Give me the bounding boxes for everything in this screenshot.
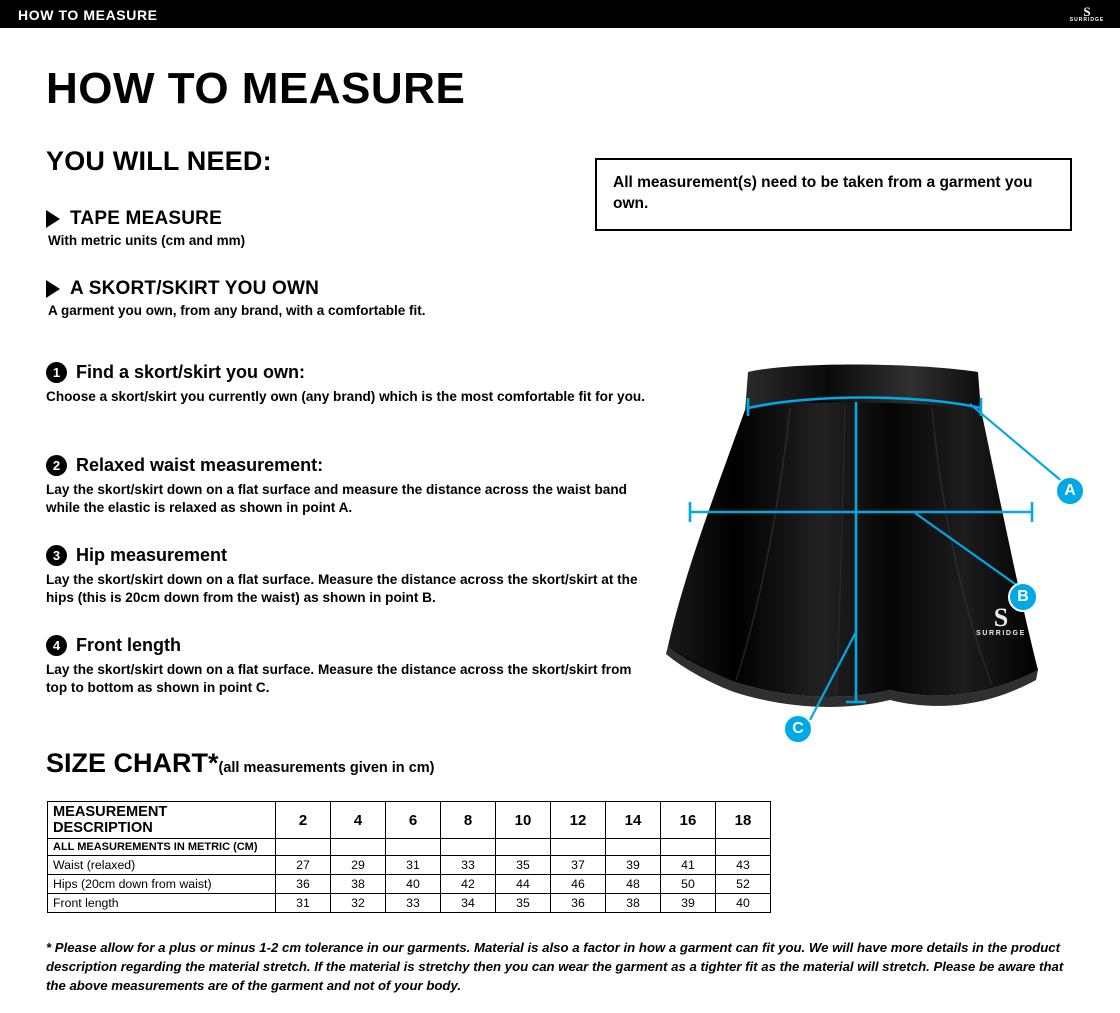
step-title: Front length — [76, 635, 181, 655]
size-chart-star: * — [208, 748, 219, 778]
step-number-badge: 1 — [46, 362, 67, 383]
marker-b: B — [1008, 582, 1038, 612]
col-size-12: 12 — [551, 802, 606, 839]
metric-blank — [661, 839, 716, 856]
cell-value: 38 — [331, 875, 386, 894]
step-body: Lay the skort/skirt down on a flat surface. Measure the distance across the skort/skirt from top to bottom as shown in point C. — [46, 662, 632, 696]
row-label: Waist (relaxed) — [48, 856, 276, 875]
cell-value: 46 — [551, 875, 606, 894]
step-title: Relaxed waist measurement: — [76, 455, 324, 475]
cell-value: 33 — [386, 894, 441, 913]
top-bar — [0, 0, 1120, 28]
cell-value: 38 — [606, 894, 661, 913]
need-item-tape-measure — [46, 208, 245, 248]
col-size-4: 4 — [331, 802, 386, 839]
metric-blank — [496, 839, 551, 856]
cell-value: 32 — [331, 894, 386, 913]
col-size-2: 2 — [276, 802, 331, 839]
triangle-bullet-icon — [46, 280, 60, 298]
need-subtitle: With metric units (cm and mm) — [48, 233, 246, 248]
col-size-10: 10 — [496, 802, 551, 839]
cell-value: 29 — [331, 856, 386, 875]
marker-a: A — [1055, 476, 1085, 506]
cell-value: 39 — [606, 856, 661, 875]
cell-value: 36 — [276, 875, 331, 894]
metric-blank — [276, 839, 331, 856]
metric-blank — [331, 839, 386, 856]
cell-value: 34 — [441, 894, 496, 913]
cell-value: 42 — [441, 875, 496, 894]
cell-value: 44 — [496, 875, 551, 894]
step-3 — [46, 545, 656, 608]
cell-value: 39 — [661, 894, 716, 913]
metric-note-label: ALL MEASUREMENTS IN METRIC (CM) — [48, 839, 276, 856]
need-item-skort — [46, 278, 426, 318]
cell-value: 27 — [276, 856, 331, 875]
metric-blank — [606, 839, 661, 856]
step-title: Hip measurement — [76, 545, 228, 565]
step-title: Find a skort/skirt you own: — [76, 362, 306, 382]
metric-blank — [551, 839, 606, 856]
table-row-metric-note — [48, 839, 771, 856]
need-subtitle: A garment you own, from any brand, with a comfortable fit. — [48, 303, 426, 318]
step-4 — [46, 635, 656, 698]
col-size-8: 8 — [441, 802, 496, 839]
step-2 — [46, 455, 656, 518]
cell-value: 36 — [551, 894, 606, 913]
col-measurement-description: MEASUREMENT DESCRIPTION — [48, 802, 276, 839]
footnote-text: * Please allow for a plus or minus 1-2 cm tolerance in our garments. Material is also a factor in how a garment can fit you. We will have more details in the product description regarding the material stretch. If the material is stretchy then you can wear the garment as a tighter fit as the material will stretch. Please be aware that the above measurements are of the garment and not of your body. — [46, 940, 1064, 994]
col-size-18: 18 — [716, 802, 771, 839]
cell-value: 48 — [606, 875, 661, 894]
step-1 — [46, 362, 656, 406]
cell-value: 41 — [661, 856, 716, 875]
col-size-16: 16 — [661, 802, 716, 839]
need-title: A SKORT/SKIRT YOU OWN — [70, 278, 320, 299]
cell-value: 33 — [441, 856, 496, 875]
metric-blank — [441, 839, 496, 856]
table-row — [48, 894, 771, 913]
triangle-bullet-icon — [46, 210, 60, 228]
size-chart-title-text: SIZE CHART — [46, 748, 208, 778]
cell-value: 35 — [496, 856, 551, 875]
skort-diagram-svg — [640, 350, 1100, 760]
step-body: Lay the skort/skirt down on a flat surface. Measure the distance across the skort/skirt at the hips (this is 20cm down from the waist) as shown in point B. — [46, 572, 638, 606]
logo-wordmark: SURRIDGE — [976, 629, 1026, 637]
table-row — [48, 856, 771, 875]
you-will-need-heading: YOU WILL NEED: — [46, 146, 272, 176]
cell-value: 50 — [661, 875, 716, 894]
row-label: Front length — [48, 894, 276, 913]
size-chart-table — [47, 801, 771, 913]
size-chart-note: (all measurements given in cm) — [218, 760, 435, 776]
row-label: Hips (20cm down from waist) — [48, 875, 276, 894]
cell-value: 31 — [386, 856, 441, 875]
page-title: HOW TO MEASURE — [46, 64, 466, 113]
step-number-badge: 3 — [46, 545, 67, 566]
cell-value: 40 — [386, 875, 441, 894]
cell-value: 35 — [496, 894, 551, 913]
logo-mark: S — [993, 602, 1009, 632]
metric-blank — [386, 839, 441, 856]
table-row — [48, 875, 771, 894]
step-body: Lay the skort/skirt down on a flat surface and measure the distance across the waist band while the elastic is relaxed as shown in point A. — [46, 482, 627, 516]
surridge-logo — [1060, 1, 1114, 27]
cell-value: 40 — [716, 894, 771, 913]
cell-value: 43 — [716, 856, 771, 875]
table-header-row — [48, 802, 771, 839]
top-bar-title: HOW TO MEASURE — [18, 7, 158, 23]
logo-mark: S — [1083, 3, 1091, 19]
step-body: Choose a skort/skirt you currently own (any brand) which is the most comfortable fit for you. — [46, 389, 645, 404]
need-title: TAPE MEASURE — [70, 208, 222, 229]
cell-value: 31 — [276, 894, 331, 913]
garment-illustration — [640, 350, 1100, 760]
step-number-badge: 2 — [46, 455, 67, 476]
metric-blank — [716, 839, 771, 856]
cell-value: 52 — [716, 875, 771, 894]
size-chart-heading — [46, 748, 434, 779]
marker-c: C — [783, 714, 813, 744]
logo-wordmark: SURRIDGE — [1069, 16, 1105, 23]
step-number-badge: 4 — [46, 635, 67, 656]
col-size-14: 14 — [606, 802, 661, 839]
col-size-6: 6 — [386, 802, 441, 839]
callout-box — [595, 158, 1072, 231]
cell-value: 37 — [551, 856, 606, 875]
callout-text: All measurement(s) need to be taken from a garment you own. — [613, 174, 1033, 212]
